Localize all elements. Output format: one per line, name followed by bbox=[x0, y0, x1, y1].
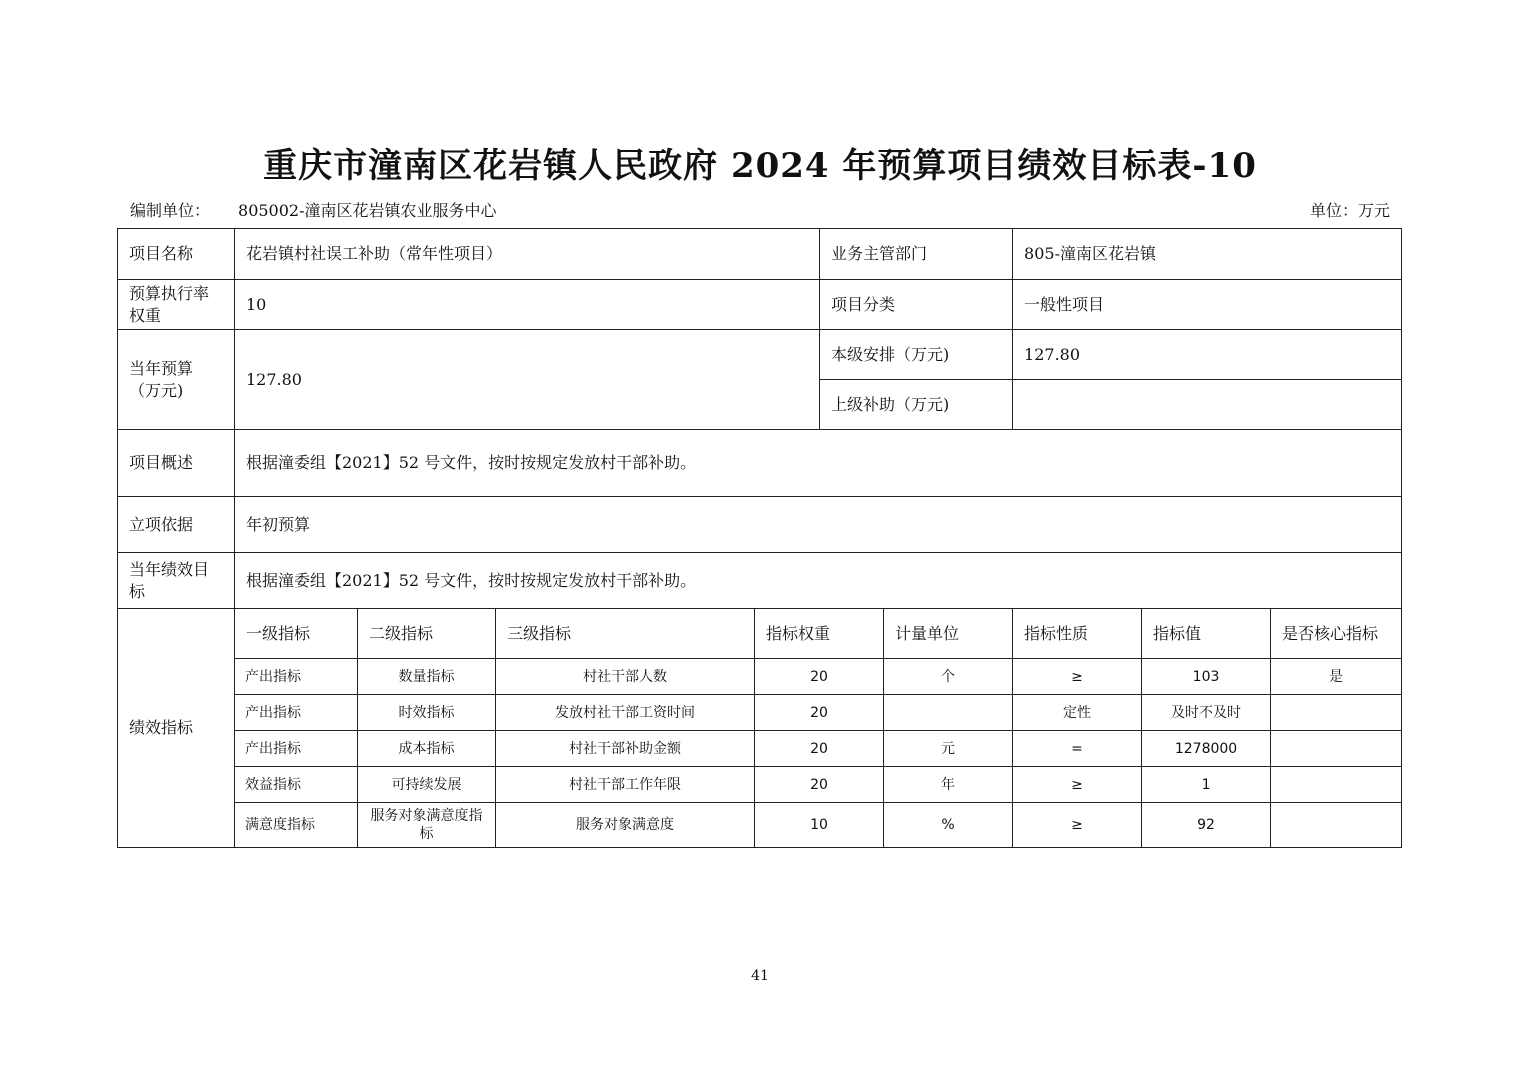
nature-cell: 定性 bbox=[1013, 695, 1142, 731]
table-row bbox=[118, 695, 1402, 731]
currency-unit: 单位：万元 bbox=[1309, 201, 1390, 220]
weight-cell: 20 bbox=[755, 731, 884, 767]
page-number: 41 bbox=[751, 968, 769, 984]
compiling-unit bbox=[130, 198, 497, 221]
row-project-name bbox=[118, 229, 1402, 280]
value-cell: 1 bbox=[1142, 767, 1271, 803]
nature-cell: ≥ bbox=[1013, 659, 1142, 695]
table-row bbox=[118, 659, 1402, 695]
level1-cell: 产出指标 bbox=[235, 731, 358, 767]
header-nature: 指标性质 bbox=[1013, 609, 1142, 659]
weight-cell: 20 bbox=[755, 767, 884, 803]
table-row bbox=[118, 731, 1402, 767]
level2-cell: 可持续发展 bbox=[358, 767, 496, 803]
level2-cell: 服务对象满意度指标 bbox=[358, 803, 496, 848]
core-cell bbox=[1271, 767, 1402, 803]
level3-cell: 发放村社干部工资时间 bbox=[496, 695, 755, 731]
nature-cell: = bbox=[1013, 731, 1142, 767]
local-label: 本级安排（万元) bbox=[820, 330, 1013, 380]
core-cell: 是 bbox=[1271, 659, 1402, 695]
core-cell bbox=[1271, 803, 1402, 848]
indicator-header-row bbox=[118, 609, 1402, 659]
document-title: 重庆市潼南区花岩镇人民政府 2024 年预算项目绩效目标表-10 bbox=[263, 146, 1257, 186]
project-name-label: 项目名称 bbox=[118, 229, 235, 280]
header-level1: 一级指标 bbox=[235, 609, 358, 659]
level1-cell: 产出指标 bbox=[235, 659, 358, 695]
header-core: 是否核心指标 bbox=[1271, 609, 1402, 659]
budget-performance-table bbox=[117, 228, 1402, 848]
goal-label: 当年绩效目标 bbox=[118, 553, 235, 609]
value-cell: 92 bbox=[1142, 803, 1271, 848]
category-label: 项目分类 bbox=[820, 280, 1013, 330]
row-overview bbox=[118, 430, 1402, 497]
compiling-unit-value: 805002-潼南区花岩镇农业服务中心 bbox=[238, 201, 497, 220]
level3-cell: 村社干部工作年限 bbox=[496, 767, 755, 803]
category-value: 一般性项目 bbox=[1013, 280, 1402, 330]
table-row bbox=[118, 767, 1402, 803]
weight-cell: 10 bbox=[755, 803, 884, 848]
level3-cell: 村社干部人数 bbox=[496, 659, 755, 695]
row-weight bbox=[118, 280, 1402, 330]
header-weight: 指标权重 bbox=[755, 609, 884, 659]
unit-cell: 个 bbox=[884, 659, 1013, 695]
unit-cell bbox=[884, 695, 1013, 731]
perf-indicator-label: 绩效指标 bbox=[118, 609, 235, 848]
core-cell bbox=[1271, 695, 1402, 731]
basis-value: 年初预算 bbox=[235, 497, 1402, 553]
weight-label: 预算执行率权重 bbox=[118, 280, 235, 330]
header-unit: 计量单位 bbox=[884, 609, 1013, 659]
value-cell: 及时不及时 bbox=[1142, 695, 1271, 731]
local-value: 127.80 bbox=[1013, 330, 1402, 380]
unit-cell: % bbox=[884, 803, 1013, 848]
value-cell: 103 bbox=[1142, 659, 1271, 695]
compiling-unit-label: 编制单位： bbox=[130, 201, 211, 220]
budget-label: 当年预算（万元) bbox=[118, 330, 235, 430]
level1-cell: 效益指标 bbox=[235, 767, 358, 803]
overview-value: 根据潼委组【2021】52 号文件，按时按规定发放村干部补助。 bbox=[235, 430, 1402, 497]
weight-cell: 20 bbox=[755, 695, 884, 731]
row-budget-local bbox=[118, 330, 1402, 380]
table-row bbox=[118, 803, 1402, 848]
level1-cell: 产出指标 bbox=[235, 695, 358, 731]
weight-cell: 20 bbox=[755, 659, 884, 695]
level3-cell: 服务对象满意度 bbox=[496, 803, 755, 848]
nature-cell: ≥ bbox=[1013, 767, 1142, 803]
header-level2: 二级指标 bbox=[358, 609, 496, 659]
basis-label: 立项依据 bbox=[118, 497, 235, 553]
project-name-value: 花岩镇村社误工补助（常年性项目） bbox=[235, 229, 820, 280]
header-value: 指标值 bbox=[1142, 609, 1271, 659]
upper-value bbox=[1013, 380, 1402, 430]
unit-cell: 元 bbox=[884, 731, 1013, 767]
value-cell: 1278000 bbox=[1142, 731, 1271, 767]
row-basis bbox=[118, 497, 1402, 553]
row-goal bbox=[118, 553, 1402, 609]
overview-label: 项目概述 bbox=[118, 430, 235, 497]
weight-value: 10 bbox=[235, 280, 820, 330]
dept-value: 805-潼南区花岩镇 bbox=[1013, 229, 1402, 280]
unit-cell: 年 bbox=[884, 767, 1013, 803]
level2-cell: 时效指标 bbox=[358, 695, 496, 731]
level3-cell: 村社干部补助金额 bbox=[496, 731, 755, 767]
budget-value: 127.80 bbox=[235, 330, 820, 430]
header-level3: 三级指标 bbox=[496, 609, 755, 659]
level1-cell: 满意度指标 bbox=[235, 803, 358, 848]
core-cell bbox=[1271, 731, 1402, 767]
upper-label: 上级补助（万元) bbox=[820, 380, 1013, 430]
level2-cell: 数量指标 bbox=[358, 659, 496, 695]
goal-value: 根据潼委组【2021】52 号文件，按时按规定发放村干部补助。 bbox=[235, 553, 1402, 609]
dept-label: 业务主管部门 bbox=[820, 229, 1013, 280]
nature-cell: ≥ bbox=[1013, 803, 1142, 848]
level2-cell: 成本指标 bbox=[358, 731, 496, 767]
